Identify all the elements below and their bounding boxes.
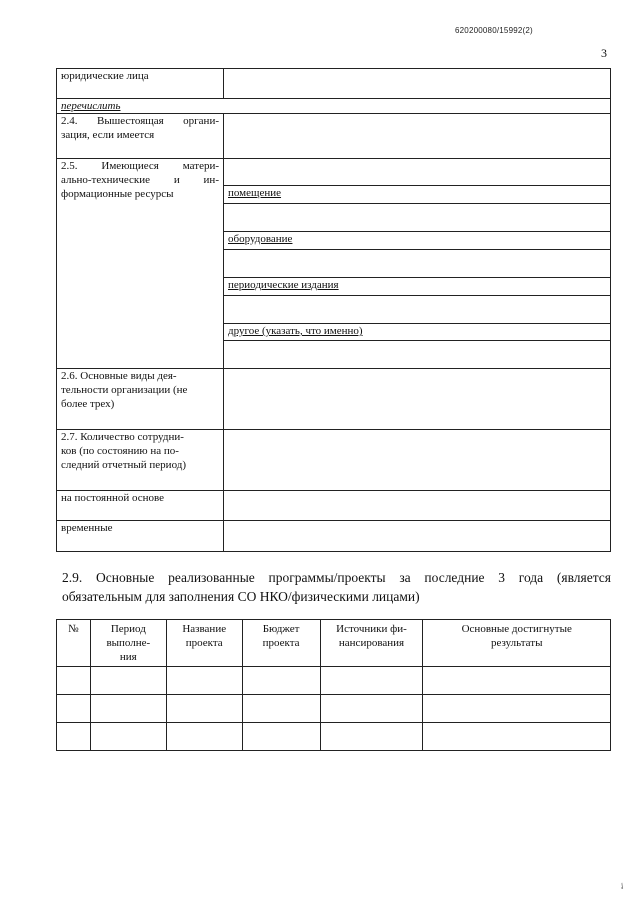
table-row (57, 667, 611, 695)
col-name-header: Название проекта (166, 620, 242, 667)
section-2-9-heading: 2.9. Основные реализованные программы/проекты за последние 3 года (является обязательным для заполнения СО НКО/физическими лицами) (62, 570, 611, 604)
equipment-field[interactable] (224, 250, 611, 278)
resources-field[interactable] (224, 159, 611, 186)
table-row (57, 723, 611, 751)
col-period-header: Период выполне-ния (90, 620, 166, 667)
table-cell[interactable] (423, 695, 611, 723)
activities-label: 2.6. Основные виды дея- тельности организации (не более трех) (57, 369, 224, 430)
table-cell[interactable] (57, 667, 91, 695)
temporary-label: временные (57, 521, 224, 552)
col-sources-header: Источники фи-нансирования (320, 620, 423, 667)
table-cell[interactable] (242, 695, 320, 723)
projects-header-row (57, 620, 611, 667)
temporary-field[interactable] (224, 521, 611, 552)
col-budget-header: Бюджет проекта (242, 620, 320, 667)
col-results-header: Основные достигнутые результаты (423, 620, 611, 667)
premises-field[interactable] (224, 204, 611, 232)
table-cell[interactable] (166, 723, 242, 751)
permanent-label: на постоянной основе (57, 491, 224, 521)
projects-table (56, 619, 611, 751)
equipment-row (224, 232, 611, 250)
table-row (57, 695, 611, 723)
table-cell[interactable] (242, 723, 320, 751)
table-cell[interactable] (423, 667, 611, 695)
page-number: 3 (601, 46, 607, 60)
premises-row (224, 186, 611, 204)
permanent-field[interactable] (224, 491, 611, 521)
col-num-header: № (57, 620, 91, 667)
activities-field[interactable] (224, 369, 611, 430)
table-cell[interactable] (166, 667, 242, 695)
document-id: 620200080/15992(2) (455, 26, 533, 35)
parent-org-field[interactable] (224, 114, 611, 159)
table-cell[interactable] (423, 723, 611, 751)
resources-label: 2.5. Имеющиеся матери- ально-технические и ин- формационные ресурсы (57, 159, 224, 369)
table-cell[interactable] (320, 723, 423, 751)
table-cell[interactable] (90, 667, 166, 695)
legal-entities-field[interactable] (224, 69, 611, 99)
premises-label: помещение (228, 187, 282, 199)
table-cell[interactable] (57, 695, 91, 723)
table-cell[interactable] (90, 723, 166, 751)
table-cell[interactable] (57, 723, 91, 751)
staff-field[interactable] (224, 430, 611, 491)
other-row (224, 324, 611, 341)
parent-org-label: 2.4. Вышестоящая органи- зация, если имеется (57, 114, 224, 159)
staff-label: 2.7. Количество сотрудни- ков (по состоянию на по- следний отчетный период) (57, 430, 224, 491)
equipment-label: оборудование (228, 233, 293, 245)
table-cell[interactable] (320, 695, 423, 723)
scan-mark-icon: ✓ (616, 879, 629, 893)
table-cell[interactable] (166, 695, 242, 723)
list-row (57, 99, 611, 114)
table-cell[interactable] (320, 667, 423, 695)
list-label: перечислить (61, 100, 121, 112)
other-label: другое (указать, что именно) (228, 325, 363, 337)
table-cell[interactable] (90, 695, 166, 723)
other-field[interactable] (224, 341, 611, 369)
legal-entities-label: юридические лица (57, 69, 224, 99)
periodicals-label: периодические издания (228, 279, 339, 291)
table-cell[interactable] (242, 667, 320, 695)
periodicals-row (224, 278, 611, 296)
periodicals-field[interactable] (224, 296, 611, 324)
organization-info-table (56, 68, 611, 552)
